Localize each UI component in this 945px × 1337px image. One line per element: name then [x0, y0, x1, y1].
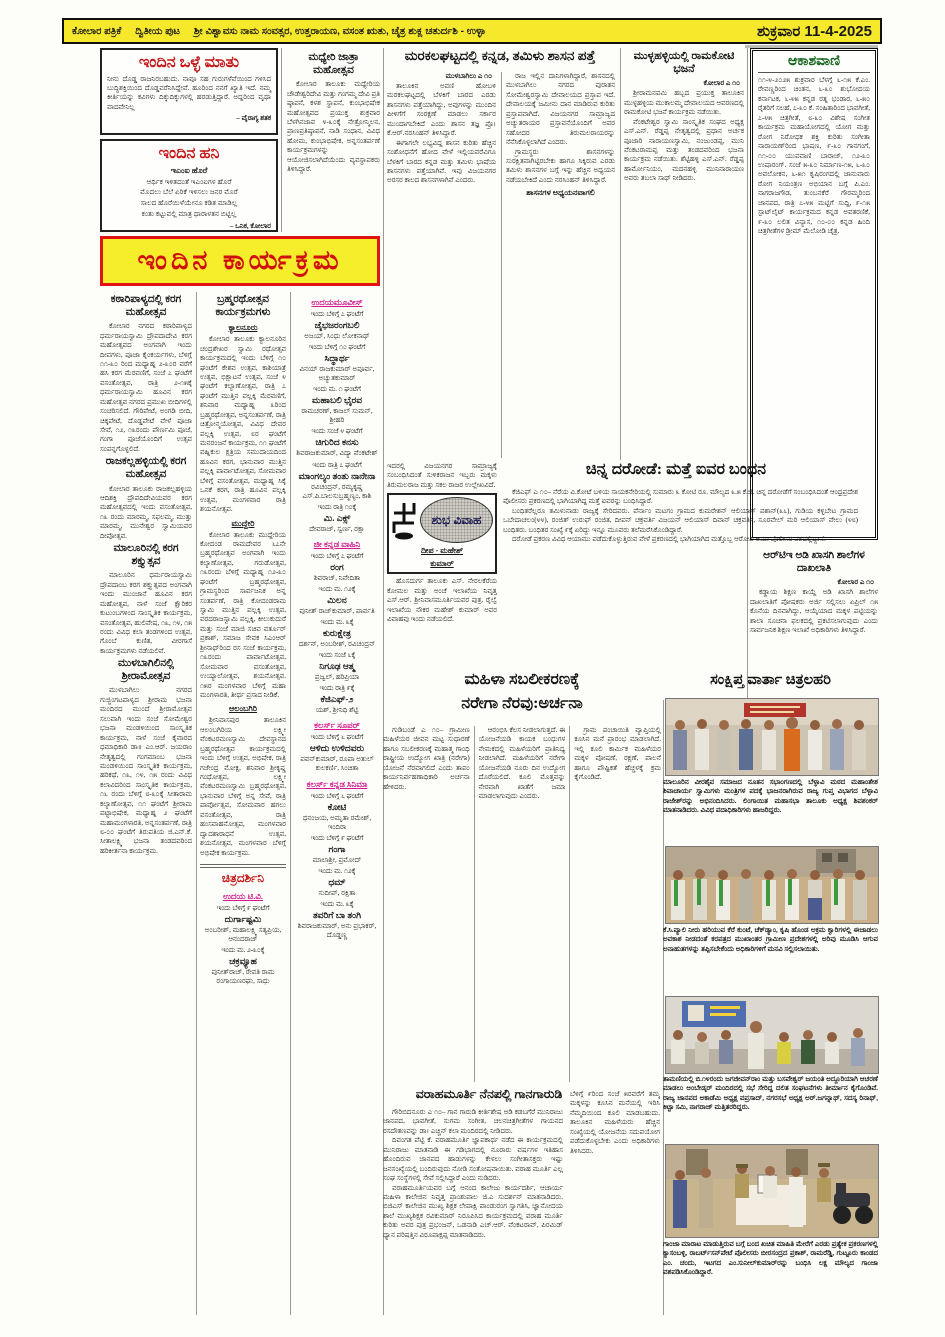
program-title: ಮುಳಬಾಗಿಲಿನಲ್ಲಿ ಶ್ರೀರಾಮೋತ್ಸವ — [117, 658, 175, 682]
programs-col2 — [200, 292, 286, 1315]
photo-caption: ತಾಮಣಿಯಲ್ಲಿ ಬಿ.೧೪ರಂದು ಜಗಜೀವನ್‌ರಾಂ ಮತ್ತು ಬಸವೇಶ್ವರ್ ಜಯಂತಿ ಅದ್ದೂರಿಯಾಗಿ ಆಚರಣೆ ಮಾಡಲು ಅಂಬೇಡ್ಕರ್ ಮಂದಿರದಲ್ಲಿ ಸಭೆ ಸೇರಿದ್ದ ದಲಿತ ಸಂಘಟನೆಗಳು ತೀರ್ಮಾನ ಕೈಗೊಂಡಿವೆ. ರಾಜ್ಯ ಜಾನಪದ ಅಕಾಡೆಮಿ ಅಧ್ಯಕ್ಷ ವಪ್ರಸಾದ್, ನಗರಸಭೆ ಅಧ್ಯಕ್ಷ ಅರ್.ಜಗನ್ನಾಥ್, ಸದಸ್ಯ ರಿನಾಥ್, ಕಿಟ್ಟಾ ಸಮಿ, ನಾಗರಾಜ್ ಮತ್ತಿತರರಿದ್ದರು. — [663, 1075, 878, 1112]
inscription-body — [387, 72, 615, 458]
movie-title: ದುರ್ಗಾಷ್ಟಮಿ — [224, 913, 262, 924]
photo-section-title: ಸಂಕ್ಷಿಪ್ತ ವಾರ್ತಾ ಚಿತ್ರಲಹರಿ — [710, 672, 831, 688]
program-body: ಕೋಲಾರ ತಾಲೂಕು ಕ್ಯಾಲನೂರಿನ ಚಂದ್ರಶೇಖರ ಸ್ವಾಮಿ ರಥೋತ್ಸವ ಕಾರ್ಯಕ್ರಮದಲ್ಲಿ ಇಂದು ಬೆಳಿಗ್ಗೆ ೧೦ ಘಂಟೆಗೆ ಕೇಶವ ಉತ್ಸವ, ಕಾಶಿಯಾತ್ರೆ ಉತ್ಸವ, ಭಿಕ್ಷಾಟನೆ ಉತ್ಸವ, ಸಂಜೆ ೪ ಘಂಟೆಗೆ ಕಲ್ಯಾಣೋತ್ಸವ, ರಾತ್ರಿ ೭ ಘಂಟೆಗೆ ಮುತ್ತಿನ ಪಲ್ಲಕ್ಕಿ ಮೆರವಣಿಗೆ, ಶನಿವಾರ ಮಧ್ಯಾಹ್ನ ೩ರಿಂದ ಬ್ರಹ್ಮರಥೋತ್ಸವ, ಅನ್ನಸಂತರ್ಪಣೆ, ರಾತ್ರಿ ಚಿತ್ರೋನ್ಮಯೋತ್ಸವ, ವಿವಿಧ ದೇವರ ಪಲ್ಲಕ್ಕಿ ಉತ್ಸವ, ೮ರ ಘಂಟೆಗೆ ಮನರಂಜನೆ ಕಾರ್ಯಕ್ರಮ, ೧೧ ಘಂಟೆಗೆ ವಹ್ನಿಕುಲ ಕ್ಷತ್ರಿಯ ಸಮುದಾಯದಿಂದ ಹೂವಿನ ಕರಗ, ಭಾನುವಾರ ಮುತ್ತಿನ ಪಲ್ಲಕ್ಕಿ ಪಾರ್ವಾಟೋತ್ಸವ, ಸೋಮವಾರ ಬೆಳಿಗ್ಗೆ ವಸಂತೋತ್ಸವ, ಮಧ್ಯಾಹ್ನ ಸಿಕ್ಕೆ ಒನಕೆ ಕರಗ, ರಾತ್ರಿ ಹೂವಿನ ಪಲ್ಲಕ್ಕಿ ಉತ್ಸವ, ಮಂಗಳವಾರ ರಾತ್ರಿ ಶಯನೋತ್ಸವ. — [200, 335, 286, 514]
show-time: ಇಂದು ಬೆಳಿಗ್ಗೆ ೯ ಘಂಟೆಗೆ — [310, 834, 364, 842]
channel-name: ಉದಯ ಟಿ.ವಿ. — [223, 890, 263, 901]
inscription-subhead: ಶಾಸನಗಳ ಅಧ್ಯಯನವಾಗಲಿ — [526, 188, 595, 198]
varaha-body — [383, 1108, 563, 1314]
show-time: ಇಂದು ಸಂಜೆ ೬ಕ್ಕೆ — [318, 652, 356, 660]
place-subhead: ಮುದ್ದೇರಿ — [231, 518, 255, 528]
photo-meeting — [665, 996, 879, 1074]
gold-body — [503, 488, 858, 664]
movie-title: ಮಹಾಬಲಿ ಭೈರವ — [311, 395, 363, 406]
movie-cast: ಪವನ್‌ಕುಮಾರ್, ರೂಪಾ ಅತುಲ್ ಕುಲಕರ್ಣಿ, ಸಿಂಚಿತಾ — [300, 755, 374, 773]
movie-cast: ಮಾಲಾಶ್ರೀ, ಪ್ರಮೋದ್ — [312, 855, 362, 864]
madhyeri-body: ಕೋಲಾರ ತಾಲೂಕು ಮಧ್ಯೇರಿಯ ಚೌಡೇಶ್ವರಿದೇವಿ ಮತ್ತು ಗಂಗಮ್ಮ ದೇವಿ ಪ್ರತಿ ಷ್ಠಾಪನೆ, ಕಳಶ ಸ್ಥಾಪನೆ, ಕುಂಭಾಭಿಷೇಕ ಮಹೋತ್ಸವದ ಪ್ರಯುಕ್ತ ಶುಕ್ರವಾರ ಬೆಳಗಿನಜಾವ ೪-೩೦ಕ್ಕೆ ನೇತ್ರೋನ್ಮಿಲನ, ಪ್ರಾಣಪ್ರತಿಷ್ಠಾಪನೆ, ನಾಡಿ ಸಂಧಾನ, ವಿವಿಧ ಹೋಮ, ಕುಂಭಾಭಿಷೇಕ, ಅನ್ನಸಂತರ್ಪಣೆ ಕಾರ್ಯಕ್ರಮಗಳನ್ನು ಆಯೋಜಿಸಲಾಗಿದೆಯೆಂದು ವ್ಯವಸ್ಥಾಪಕರು ತಿಳಿಸಿದ್ದಾರೆ. — [287, 80, 380, 174]
movie-title: ಆಳಿದು ಉಳಿದವರು — [309, 743, 365, 754]
movie-cast: ಶಿವರಾಜಕುಮಾರ್, ವಿದ್ಯಾ ವೆಂಕಟೇಶ್ — [296, 449, 378, 458]
paragraph: ವರಾಹಮೂರ್ತಿಯವರ ಬಗ್ಗೆ ಆನಂದ ಕಾಲೇಜು ಕಾರ್ಯದರ್ಶಿ, ಆಚಾರ್ಯ ಮಹಿಳಾ ಕಾಲೇಜಿನ ನಿವೃತ್ತ ಪ್ರಾಂಶುಪಾಲ ಜಿ.ಎ ಸುದರ್ಶನ್ ಮಾತನಾಡಿದರು. ಬಿಜಿಎಸ್ ಕಾಲೇಜಿನ ಮುಖ್ಯ ಶಿಕ್ಷಕ ಲೇಪಾಕ್ಷಿ ಪಾಂಡುರಂಗ ಸ್ವಾಗತಿಸಿ, ಜ್ಞಾನೋದಯ ಶಾಲೆ ಮುಖ್ಯಶಿಕ್ಷಕ ರವಿಕುಮಾರ್ ನಿರೂಪಿಸಿದ ಕಾರ್ಯಕ್ರಮದಲ್ಲಿ ವರಾಹ ಮೂರ್ತಿ ಕುರಿತು ಅವರ ಪುತ್ರ ಪ್ರಭಂಜನ್, ಒಡನಾಡಿ ಎಚ್.ಆರ್. ವೆಂಕಟರಾವ್, ಪಿರಮಿಡ್ ಧ್ಯಾನ ಪರಿಷತ್ತಿನ ವಿರೂಪಾಕ್ಷಪ್ಪ ಮಾತನಾಡಿದರು. — [383, 1183, 563, 1239]
paper-name: ಕೋಲಾರ ಪತ್ರಿಕೆ — [72, 25, 122, 37]
madhyeri-article — [287, 50, 380, 232]
paragraph: ಗ್ರಾಮ ಪಂಚಾಯಿತಿ ವ್ಯಾಪ್ತಿಯಲ್ಲಿ ಕೂಸಿನ ಮನೆ ಪ್ರಾರಂಭ ಮಾಡಲಾಗಿದೆ. ಇಲ್ಲಿ ಕೂಲಿ ಕಾರ್ಮಿಕ ಮಹಿಳೆಯರ ಮಕ್ಕಳ ಪೋಷಣೆ, ರಕ್ಷಣೆ, ಪಾಲನೆ ಹಾಗೂ ಪೌಷ್ಟಿಕತೆ ಹೆಚ್ಚಳಕ್ಕೆ ಕ್ರಮ ಕೈಗೊಂಡಿದೆ. — [574, 726, 661, 782]
photo-felicitation — [665, 698, 879, 776]
couple-names: ಕುಮಾರ್ — [430, 559, 454, 569]
movie-cast: ಪುನೀತ್ ರಾಜ್‌ಕುಮಾರ್, ಪಾರ್ವತಿ — [299, 606, 375, 615]
movie-title: ಮಾಂಗಲ್ಯಂ ತಂತು ನಾನೇನಾ — [298, 470, 376, 481]
rte-headline: ಆರ್‌ಟಿಇ ಅಡಿ ಖಾಸಗಿ ಶಾಲೆಗಳ ದಾಖಲಾತಿ — [763, 550, 865, 574]
dateline: ಕೋಲಾರ ಎ ೧೦ — [703, 79, 740, 88]
program-body: ಮುಳಬಾಗಿಲು ನಗರದ ಗುಜ್ಜಿಂಗಟಪಾಳ್ಯದ ಶ್ರೀರಾಮ ಭಜನಾ ಮಂದಿರದ ಮುಂದೆ ಶ್ರೀರಾಮೋತ್ಸವ ಸಲುವಾಗಿ ಇಂದು ಸಂಜೆ ಸೋಮೇಶ್ವರ ಭಜನಾ ಮಂಡಳಿಯಿಂದ ಸಾಂಸ್ಕೃತಿಕ ಕಾರ್ಯಕ್ರಮ, ನಾಳೆ ಸಂಜೆ ಕೈವಾರದ ಧಮಾಧಿಕಾರಿ ಡಾ॥ ಎಂ.ಆರ್. ಜಯರಾಂ ನೇತೃತ್ವದಲ್ಲಿ ಗಂಗಮಾಂಬ ಭಜನಾ ಮಂಡಳಿಯಿಂದ ಸಾಂಸ್ಕೃತಿಕ ಕಾರ್ಯಕ್ರಮ, ಹರಿಕಥೆ, ೧೩, ೧೪, ೧೫ ರಂದು ವಿವಿಧ ಕಲಾವಿದರಿಂದ ಸಾಂಸ್ಕೃತಿಕ ಕಾರ್ಯಕ್ರಮ, ೧೬ ರಂದು ಬೆಳಿಗ್ಗೆ ೮-೩೦ಕ್ಕೆ ಸೀತಾರಾಮ ಕಲ್ಯಾಣೋತ್ಸವ, ೧೧ ಘಂಟೆಗೆ ಶ್ರೀರಾಮ ಪಟ್ಟಾಭಿಷೇಕ, ಮಧ್ಯಾಹ್ನ ೨ ಘಂಟೆಗೆ ಮಹಾಮಂಗಳಾರತಿ, ಅನ್ನಸಂತರ್ಪಣೆ, ರಾತ್ರಿ ೮-೦೦ ಘಂಟೆಗೆ ತಿರುಪತಿಯ ಜಿ.ಎನ್.ಕೆ. ಸೀತಾಲಕ್ಷ್ಮಿ ಭಜನಾ ತಂಡದವರಿಂದ ಹರಿಕೀರ್ತನಾ ಕಾರ್ಯಕ್ರಮ. — [100, 686, 192, 855]
channel-name: ಕಲರ್ಸ್ ಕನ್ನಡ ಸಿನಿಮಾ — [306, 778, 368, 789]
movie-title: ಕುರುಕ್ಷೇತ್ರ — [322, 628, 352, 639]
hani-title: ಇಂದಿನ ಹನಿ — [158, 145, 220, 162]
show-time: ಇಂದು ರಾತ್ರಿ ೯ಕ್ಕೆ — [319, 685, 355, 693]
madhyeri-title: ಮಧ್ಯೇರಿ ಜಾತ್ರಾ ಮಹೋತ್ಸವ — [308, 52, 359, 76]
mahila-headline-line2: ನರೇಗಾ ನೆರವು:ಅರ್ಚನಾ — [461, 695, 583, 712]
gold-headline: ಚಿನ್ನ ದರೋಡೆ: ಮತ್ತೆ ಐವರ ಬಂಧನ — [585, 461, 767, 478]
paragraph: ತಾಲೂಕಿನ ಅವಣಿ ಹೋಬಳಿ ಮರಕಲಘಟ್ಟದಲ್ಲಿ ಬೆಳಕಿಗೆ ಬಾರದ ಎರಡು ಶಾಸನಗಳು ಪತ್ತೆಯಾಗಿದ್ದು, ಅವುಗಳನ್ನು ಮುಂದಿನ ಪೀಳಿಗೆಗೆ ಸಂರಕ್ಷಣೆ ಮಾಡಲು ಸರ್ಕಾರ ಮುಂದಾಗಬೇಕಿದೆ ಎಂದು ಶಾಸನ ತಜ್ಞ ಪ್ರೊ। ಕೆ.ಆರ್.ನರಸಿಂಹನ್ ತಿಳಿಸಿದ್ದಾರೆ. — [387, 82, 496, 138]
hani-box — [100, 139, 278, 232]
program-title: ಮಾಲೂರಿನಲ್ಲಿ ಕರಗ ಶಕ್ತ್ಯುತ್ಸವ — [113, 543, 179, 567]
chitradarshini-section — [200, 864, 286, 986]
swastika-lamp-icon — [391, 500, 417, 540]
movie-title: ಮಿಲನ — [327, 594, 347, 605]
good-word-body: ನೀನು ದೊಡ್ಡ ರಾಜನಿರಬಹುದು. ನಾವೂ ಸಹ ಗುರುಗಳೆವೆಯಿಂದ ಗಳಿಸಿದ ಬುದ್ಧಿಶಕ್ತಿಯಿಂದ ದೊಡ್ಡವರೆನಿಸಿದ್ದೇವೆ. ಹೂರಿಂದ ನನಗೆ ಖ್ಯಾತಿ ಇದೆ. ನಮ್ಮ ಕೀರ್ತಿಯನ್ನು ಕವಿಗಳು ದಿಕ್ಕುದಿಕ್ಕುಗಳಲ್ಲಿ ಹರಡುತ್ತಿದ್ದಾರೆ. ಅದ್ದರಿಂದ ವೃಥಾ ವಾದವೇನಿಲ್ಲ — [107, 74, 271, 111]
wedding-ad — [387, 493, 497, 574]
movie-cast: ದೇವರಾಜ್, ಸ್ವರ್ಣ, ರಕ್ಷಾ — [309, 524, 365, 533]
programs-banner-text: ಇಂದಿನ ಕಾರ್ಯಕ್ರಮ — [137, 245, 343, 275]
show-time: ಇಂದು ಮ. ೨-೩೦ಕ್ಕೆ — [221, 947, 265, 955]
good-word-title: ಇಂದಿನ ಒಳ್ಳೆ ಮಾತು — [138, 54, 240, 71]
tv-listings-col — [294, 292, 380, 1315]
photo-farmers — [665, 846, 879, 924]
wedding-ad-body: ಹೊಸದುರ್ಗ ತಾಲೂಕು ಎಸ್. ನೇರಲಕೆರೆಯ ಕೋಮಲ ಮತ್ತು ಅಂಚೆ ಇಲಾಖೆಯ ನಿವೃತ್ತ ಎಸ್.ಆರ್. ಶ್ರೀನಿವಾಸಮೂರ್ತಿಯವರ ಪುತ್ರ, ರೈಲ್ವೆ ಇಲಾಖೆಯ ನೌಕರ ಮಹೇಶ್ ಕುಮಾರ್ ಅವರ ವಿವಾಹವು ಇಂದು ನಡೆಯಲಿದೆ. — [387, 577, 497, 624]
column-rule — [620, 48, 621, 460]
movie-title: ಜೈಭಜರಂಗಬಲಿ — [314, 320, 360, 330]
paragraph: ಕಡ್ಡಾಯ ಶಿಕ್ಷಣ ಕಾಯ್ದೆ ಅಡಿ ಖಾಸಗಿ ಶಾಲೆಗಳ ದಾಖಲಾತಿಗೆ ಪೋಷಕರು ಅರ್ಜಿ ಸಲ್ಲಿಸಲು ಏಪ್ರಿಲ್ ೧೫ ಕೊನೆಯ ದಿನವಾಗಿದ್ದು, ಆಯ್ಕೆಯಾದ ಮಕ್ಕಳ ಪಟ್ಟಿಯನ್ನು ಶಾಲಾ ಸೂಚನಾ ಫಲಕದಲ್ಲಿ ಪ್ರಕಟಿಸಲಾಗುವುದು ಎಂದು ಸಾರ್ವಜನಿಕ ಶಿಕ್ಷಣ ಇಲಾಖೆ ಅಧಿಕಾರಿಗಳು ತಿಳಿಸಿದ್ದಾರೆ. — [750, 588, 878, 634]
program-body: ಕೋಲಾರ ತಾಲೂಕು ರಾಜಕಲ್ಲಹಳ್ಳಿಯ ಆದಿಶಕ್ತಿ ದ್ರೌಪದಿದೇವಿಯವರ ಕರಗ ಮಹೋತ್ಸವದಲ್ಲಿ ಇಂದು ವಸಂತೋತ್ಸವ, ೧೩ ರಂದು ಮಾರಮ್ಮ, ಸಫಲಮ್ಮ, ಮುತ್ತು ಮಾರಮ್ಮ, ಮುನೇಶ್ವರ ಸ್ವಾಮಿಯವರ ದೀಪೋತ್ಸವ. — [100, 484, 192, 540]
channel-name: ಉದಯಮೂವೀಸ್ — [311, 297, 363, 307]
movie-title: ಕೋಟಿ — [327, 801, 347, 812]
movie-title: ನಿಗೂಢ ಆತ್ಮ — [319, 661, 355, 672]
page-label: ದ್ವಿತೀಯ ಪುಟ — [135, 25, 180, 37]
show-time: ಇಂದು ಬೆಳಿಗ್ಗೆ ೧೦ ಘಂಟೆಗೆ — [308, 344, 366, 352]
place-subhead: ಕ್ಯಾಲನೂರು — [228, 323, 258, 333]
movie-title: ರಂಗ — [330, 561, 344, 572]
movie-title: ಧಮ್ — [328, 876, 346, 887]
movie-title: ತವರಿಗೆ ಬಾ ತಂಗಿ — [312, 909, 362, 920]
hani-subtitle: ಇಎಂಐ ಹೊರೆ — [170, 165, 208, 175]
movie-title: ಮಿ. ಎಕ್ಸ್ — [323, 512, 351, 523]
movie-cast: ರಾಮಚರಣ್, ಕಾಜಲ್ ಸುಮನ್, ಶ್ರೀಹರಿ — [301, 407, 373, 425]
mullahalli-article — [624, 48, 744, 458]
movie-cast: ಸುದೀಪ್, ರಕ್ಷಿತಾ — [318, 888, 356, 897]
dateline: ಮುಳಬಾಗಿಲು ಎ ೧೦ — [445, 72, 492, 80]
show-time: ಇಂದು ಮ. ೩ಕ್ಕೆ — [320, 900, 354, 908]
shubha-vivaha-oval — [420, 497, 493, 543]
column-rule — [281, 48, 282, 232]
movie-cast: ವಿನಯ್ ರಾಜಕುಮಾರ್ ಅಪೂರ್ವ, ಅಚ್ಯುತಕುಮಾರ್ — [299, 365, 375, 383]
column-rule — [290, 292, 291, 1315]
show-time: ಇಂದು ಮ. ೩ಕ್ಕೆ — [320, 619, 354, 627]
paragraph: ಗ್ರಾಮಸ್ಥರು ಶಾಸನಗಳನ್ನು ಸುರಕ್ಷಿತವಾಗಿಟ್ಟಿರಬೇಕು ಹಾಗೂ ಸಿಕ್ಕಿರುವ ಎರಡು ತಮಿಳು ಶಾಸನಗಳ ಬಗ್ಗೆ ಇನ್ನು ಹೆಚ್ಚಿನ ಅಧ್ಯಯನ ನಡೆಯಬೇಕಿದೆ ಎಂದು ನರಸಿಂಹನ್ ತಿಳಿಸಿದ್ದಾರೆ. — [506, 147, 615, 184]
mahila-continuation — [570, 1090, 660, 1314]
paragraph: ರಾಜ ಇಲ್ಲಿನ ದಾನಿಗಳಾಗಿದ್ದಾರೆ, ಶಾಸನದಲ್ಲಿ ಮುಳಬಾಗಿಲು ನಗರದ ಪುರಾತನ ಸೋಮೇಶ್ವರಸ್ವಾಮಿ ದೇವಾಲಯದ ಪ್ರಸ್ತಾಪ ಇದೆ. ದೇವಾಲಯಕ್ಕೆ ಜಮೀನು ದಾನ ಮಾಡಿರುವ ಕುರಿತು ಪ್ರಸ್ತಾಪವಾಗಿದೆ. ವಿಜಯನಗರ ಸಾಮ್ರಾಜ್ಯದ ಅಚ್ಯುತರಾಯರ ಪ್ರಸ್ತಾವನೆಯೊಂದಿಗೆ ಅವರ ಸಹೋದರ ತಿರುಮಲರಾಯರನ್ನು ನೆನೆಸಿಕೊಳ್ಳಲಾಗಿದೆ ಎಂದರು. — [506, 72, 615, 147]
paragraph: ಶ್ರೀರಾಮನವಮಿ ಹಬ್ಬದ ಪ್ರಯುಕ್ತ ತಾಲೂಕಿನ ಮುಳ್ಳಹಳ್ಳಿಯ ಮುಕಾಲಮ್ಮ ದೇವಾಲಯದ ಆವರಣದಲ್ಲಿ ರಾಮಕೋಟಿ ಭಜನೆ ಕಾರ್ಯಕ್ರಮ ನಡೆಯಿತು. — [624, 89, 744, 117]
paragraph: ಬೆಳಿಗ್ಗೆ ೯ರಿಂದ ಸಂಜೆ ೫ರವರೆಗೆ ತಮ್ಮ ಮಕ್ಕಳನ್ನು ಕೂಸಿನ ಮನೆಯಲ್ಲಿ ಇರಿಸಿ ನೆಮ್ಮದಿಯಿಂದ ಕೂಲಿ ಮಾಡಬಹುದು. ತಾಲೂಕಿನ ಮಹಿಳೆಯರು ಹೆಚ್ಚಿನ ಸಂಖ್ಯೆಯಲ್ಲಿ ಯೋಜನೆಯ ಸದುಪಯೋಗ ಪಡೆದುಕೊಳ್ಳಬೇಕು ಎಂದು ಅಧಿಕಾರಿಗಳು ತಿಳಿಸಿದರು. — [570, 1090, 660, 1155]
paragraph: ಕೆಜಿಎಫ್ ಎ ೧೦– ನೆರೆಯ ವಿ.ಕೋಟೆ ಬಳಿಯ ಸಾಯಕನೇರಿಯಲ್ಲಿ ಸುಮಾರು ೩ ಕೋಟಿ ರೂ. ಮೌಲ್ಯದ ೩.೫ ಕೆ.ಜಿ. ಚಿನ್ನ ದರೋಡೆಗೆ ಸಂಬಂಧಿಸಿದಂತೆ ಆಂಧ್ರಪ್ರದೇಶ ಪೊಲೀಸರು ಪ್ರಕರಣದಲ್ಲಿ ಭಾಗಿಯಾಗಿದ್ದ ಮತ್ತೆ ಐವರನ್ನು ಬಂಧಿಸಿದ್ದಾರೆ. — [503, 488, 858, 506]
movie-cast: ಅಜಯ್, ಸಿಂಧು ಲೋಕನಾಥ್ — [304, 332, 370, 340]
mahila-headline-line1: ಮಹಿಳಾ ಸಬಲೀಕರಣಕ್ಕೆ — [464, 671, 580, 688]
mullahalli-headline: ಮುಳ್ಳಹಳ್ಳಿಯಲ್ಲಿ ರಾಮಕೋಟಿ ಭಜನೆ — [633, 50, 735, 76]
paragraph: ದರೋಡೆ ಪ್ರಕರಣ ವಿವಿಧ ಆಯಾಮು ಪಡೆದುಕೊಳ್ಳುತ್ತಿರುವ ವೇಳೆ ಪ್ರಕರಣದಲ್ಲಿ ಭಾಗಿಯಾಗಿದ ಮತ್ತೊಬ್ಬ ಆರೋಪಿ ಅಮು ಪೊಲೀಸರ ವಶದಲ್ಲಿದ್ದಾನೆ. — [512, 535, 826, 544]
hani-line: ಕಂತು ಕಟ್ಟುವಲ್ಲಿ ಮಾತ್ರ ಧಾರಾಳತನ ಬಿಟ್ಟಿಲ್ಲ — [141, 209, 237, 218]
hani-line: ಸಾಲದ ಹೊರೆಯಿಳೆಯೇನೂ ಕಡಿತ ಮಾಡಿಲ್ಲ — [140, 199, 238, 208]
movie-cast: ರವಿಚಂದ್ರನ್, ರಮ್ಯಕೃಷ್ಣ ಎಸ್.ಪಿ.ಬಾಲಸುಬ್ರಹ್ಮಣ್ಯಂ, ಕಾಶಿ — [302, 482, 372, 500]
hani-line: ಮೊದಲು ಬೆಲೆ ಏರಿಕೆ ಇಳಿಸಲು ಜನರ ಮೊರೆ — [140, 188, 238, 197]
paragraph: ವೆಂಕಟೇಶ್ವರ ಸ್ವಾಮಿ ಸಾಂಸ್ಕೃತಿಕ ಸಂಘದ ಅಧ್ಯಕ್ಷ ಎಸ್.ಎನ್. ರೆಡ್ಡಪ್ಪ ನೇತೃತ್ವದಲ್ಲಿ ಪ್ರಧಾನ ಅರ್ಚಕ ಪೂಜಾರಿ ನಾರಾಯಣಸ್ವಾಮಿ, ನಂಜುಂಡಪ್ಪ, ಮುನಿ ವೆಂಕಟರಾಮಪ್ಪ ಮತ್ತು ತಂಡದವರಿಂದ ಭಜನಾ ಕಾರ್ಯಕ್ರಮ ನಡೆಯಿತು. ಶೆಟ್ಟಿಹಳ್ಳಿ ಎಸ್.ಎನ್. ರೆಡ್ಡಪ್ಪ ಹಾರ್ಮೋನಿಯಂ, ಮದನಹಳ್ಳಿ ಮುನಿನಾರಾಯಣ ಅವರು ತಬಲಾ ಸಾಥ್ ನೀಡಿದರು. — [624, 117, 744, 183]
paragraph: ಆರಂಭಿಸಿ ಕೆಲಸ ನೀಡಲಾಗುತ್ತದೆ. ಈ ಯೋಜನೆಯಡಿ ಕಾಯಕ ಬಂಧುಗಳ ನೇಮಕದಲ್ಲಿ ಮಹಿಳೆಯರಿಗೆ ಪ್ರಾತಿನಿಧ್ಯ ನೀಡಲಾಗಿದೆ. ಮಹಿಳೆಯರಿಗೆ ನರೇಗಾ ಯೋಜನೆಯಡಿ ನೂರು ದಿನ ಉದ್ಯೋಗ ದೊರೆಯಲಿದೆ. ಕೂಲಿ ಮೊತ್ತವನ್ನು ನೇರವಾಗಿ ಖಾತೆಗೆ ಜಮಾ ಮಾಡಲಾಗುವುದು ಎಂದರು. — [478, 726, 566, 801]
mahila-body — [383, 726, 661, 1082]
couple-names: ದೀಪ - ಮಹೇಶ್ — [420, 546, 463, 556]
good-word-source: – ವೈರಾಗ್ಯ ಶತಕ — [236, 114, 271, 123]
almanac-line: ಶ್ರೀ ವಿಶ್ವಾವಸು ನಾಮ ಸಂವತ್ಸರ, ಉತ್ತರಾಯಣ, ವಸಂತ ಋತು, ಚೈತ್ರ ಶುಕ್ಲ ಚತುರ್ದಶಿ - ಉಳ್ಳಾ — [193, 25, 486, 37]
show-time: ಇಂದು ಮ. ೧೨ಕ್ಕೆ — [318, 585, 356, 593]
program-body: ಕೋಲಾರ ನಗರದ ಕಠಾರಿಪಾಳ್ಯದ ಧರ್ಮರಾಯಸ್ವಾಮಿ ದ್ರೌಪದಾದೇವಿ ಕರಗ ಮಹೋತ್ಸವದ ಅಂಗವಾಗಿ ಇಂದು ದೀಪಗಳು, ಪೂಜಾ ಕೈಂಕರ್ಯಗಳು, ಬೆಳಿಗ್ಗೆ ೧೧-೩೦ ರಿಂದ ಮಧ್ಯಾಹ್ನ ೨-೩೦ರ ವರೆಗೆ ಹಸಿ ಕರಗ ಮೆರವಣಿಗೆ, ಸಂಜೆ ೭ ಘಂಟೆಗೆ ವಸಂತೋತ್ಸವ, ರಾತ್ರಿ ೨-೧೫ಕ್ಕೆ ಧರ್ಮರಾಯಸ್ವಾಮಿ ಹೂವಿನ ಕರಗ ಮಹೋತ್ಸವ ನಗರದ ಪ್ರಮುಖ ಬೀದಿಗಳಲ್ಲಿ ಸಂಚರಿಸಲಿದೆ. ಗೌರಿಪೇಟೆ, ಅಂಗಡಿ ಬೀದಿ, ಚಿಕ್ಕಪೇಟೆ, ದೊಡ್ಡಪೇಟೆ ವೇಳೆ ಪೂಜಾ ಸೇವೆ, ೧೨, ೧೩ರಂದು ಪೌರ್ಣಮಿ ಪೂಜೆ, ಗಂಗಾ ಪೂಜೆಯೊಂದಿಗೆ ಉತ್ಸವ ಸಂಪನ್ನಗೊಳ್ಳಲಿದೆ. — [100, 322, 192, 453]
movie-cast: ಪುನೀತ್‌ರಾಜ್, ರೇವತಿ ರಾಮ ರಂಗಾಯಣರಘು, ಸಾಧು — [211, 968, 275, 986]
date-label: ಶುಕ್ರವಾರ 11-4-2025 — [757, 22, 872, 40]
show-time: ಇಂದು ಮ. ೧೨ಕ್ಕೆ — [318, 867, 356, 875]
movie-title: ಚಕ್ರವ್ಯೂಹ — [229, 956, 257, 967]
movie-cast: ಪ್ರಜ್ವಲ್, ಹರಿಪ್ರಿಯಾ — [314, 673, 360, 682]
program-title: ರಾಜಕಲ್ಲಹಳ್ಳಿಯಲ್ಲಿ ಕರಗ ಮಹೋತ್ಸವ — [105, 456, 187, 480]
wedding-ad-title: ಶುಭ ವಿವಾಹ — [431, 513, 482, 528]
show-time: ಇಂದು ಮ. ೧ ಘಂಟೆಗೆ — [313, 386, 361, 394]
inscription-headline: ಮರಕಲಘಟ್ಟದಲ್ಲಿ ಕನ್ನಡ, ತಮಿಳು ಶಾಸನ ಪತ್ತೆ — [404, 48, 596, 63]
sub-column — [387, 462, 497, 666]
show-time: ಇಂದು ರಾತ್ರಿ ೧೦ಕ್ಕೆ — [317, 503, 357, 511]
show-time: ಇಂದು ಬೆಳಿಗ್ಗೆ ೭ ಘಂಟೆಗೆ — [310, 552, 364, 560]
program-title: ಕಠಾರಿಪಾಳ್ಯದಲ್ಲಿ ಕರಗ ಮಹೋತ್ಸವ — [110, 294, 182, 318]
varaha-headline: ವರಾಹಮೂರ್ತಿ ನೆನಪಲ್ಲಿ ಗಾನಗಾರುಡಿ — [415, 1087, 563, 1101]
programs-banner — [100, 236, 380, 286]
photo-caption: ಕೆ.ಸಿ.ವ್ಯಾಲಿ ನೀರು ಹರಿಯುವ ಕೆರೆ ಕುಂಟೆ, ಚೆಕ್‌ಡ್ಯಾಂ, ಕೃಷಿ ಹೊಂಡ ಅಕ್ರಮ ಕ್ವಾರಿಗಳಲ್ಲಿ ಈಜಾಡಲು ಅವಕಾಶ ನೀಡದಂತೆ ಕರಪತ್ರದ ಮುಖಾಂತರ ಗ್ರಾಮೀಣ ಪ್ರದೇಶಗಳಲ್ಲಿ ಅರಿವು ಮೂಡಿಸಿ ಆಗುವ ಅನಾಹುತಗಳನ್ನು ತಪ್ಪಿಸಬೇಕೆಂದು ಅಧಿಕಾರಿಗಳಿಗೆ ಮನವಿ ಸಲ್ಲಿಸಲಾಯಿತು. — [663, 926, 878, 953]
movie-title: ಗಂಗಾ — [328, 843, 346, 854]
akashavani-title: ಆಕಾಶವಾಣಿ — [758, 54, 870, 73]
photo-ganja-seizure — [665, 1144, 879, 1238]
show-time: ಇಂದು ಬೆಳಿಗ್ಗೆ ೬ ಘಂಟೆಗೆ — [310, 792, 364, 800]
movie-cast: ಶಿವರಾಜ್, ನಿವೇದಿತಾ — [313, 573, 361, 582]
movie-title: ಸಿದ್ಧಾರ್ಥ — [324, 353, 350, 364]
movie-cast: ಅಂಬರೀಶ್, ಮಹಾಲಕ್ಷ್ಮಿ ಸತ್ಯಪ್ರಿಯ, ಆನಂದರಾಜ್ — [204, 925, 282, 944]
masthead — [62, 18, 882, 44]
photo-caption: ಗಾಂಜಾ ಮಾರಾಟ ಮಾಡುತ್ತಿರುವ ಬಗ್ಗೆ ಬಂದ ಖಚಿತ ಮಾಹಿತಿ ಮೇರೆಗೆ ಎರಡು ಪ್ರತ್ಯೇಕ ಪ್ರಕರಣಗಳಲ್ಲಿ ಕ್ಯಾಸಂಬಳ್ಳಿ, ರಾಬರ್ಟ್‌ಸನ್‌ಪೇಟೆ ಪೊಲೀಸರು ಬೀರಸಂದ್ರದ ಪ್ರಕಾಶ್, ರಾಮರೆಡ್ಡಿ, ಗುಟ್ಟೂರು ಕಾಂಡದ ಎಂ. ಚಂದು, ಇಟಗದ ಎಂ.ಸುನೀಲ್‌ಕುಮಾರ್‌ರನ್ನು ಬಂಧಿಸಿ ಲಕ್ಷ ಮೌಲ್ಯದ ಗಾಂಜಾ ವಶಪಡಿಸಿಕೊಂಡಿದ್ದಾರೆ. — [663, 1240, 878, 1277]
show-time: ಇಂದು ಬೆಳಿಗ್ಗೆ ೭ ಘಂಟೆಗೆ — [310, 311, 364, 318]
movie-title: ಕೆಜಿಎಫ್-೨ — [320, 694, 354, 705]
program-body: ಶ್ರೀನಿವಾಸಪುರ ತಾಲೂಕಿನ ಆಲಂಬಗಿರಿಯ ಲಕ್ಷ್ಮೀ ವೆಂಕಟರಮಣಸ್ವಾಮಿ ದೇವಸ್ಥಾನದ ಬ್ರಹ್ಮರಥೋತ್ಸವ ಕಾರ್ಯಕ್ರಮದಲ್ಲಿ ಇಂದು ಬೆಳಿಗ್ಗೆ ಉತ್ಸವ, ಅಭಿಷೇಕ, ರಾತ್ರಿ ಗಜೇಂದ್ರ ಮೋಕ್ಷ, ಶನಿವಾರ ಶ್ರೀಕೃಷ್ಣ ಗಂಧೋತ್ಸವ, ಲಕ್ಷ್ಮೀ ವೆಂಕಟರಮಣಸ್ವಾಮಿ ಬ್ರಹ್ಮರಥೋತ್ಸವ, ಭಾನುವಾರ ಬೆಳಿಗ್ಗೆ ಅನ್ನ ಸೇವೆ, ರಾತ್ರಿ ಪಾರ್ವೋತ್ಸವ, ಸೋಮವಾರ ಹಗಲು ವಸಂತೋತ್ಸವ, ರಾತ್ರಿ ಹಂಸವಾಹನೋತ್ಸವ, ಮಂಗಳವಾರ ದ್ವಾದಶಾರಾಧನೆ ಉತ್ಸವ, ಶಯನೋತ್ಸವ, ಮಂಗಳವಾರ ಬೆಳಿಗ್ಗೆ ಅಭಿಷೇಕ ಕಾರ್ಯಕ್ರಮ. — [200, 716, 286, 857]
rathotsava-title: ಬ್ರಹ್ಮರಥೋತ್ಸವ ಕಾರ್ಯಕ್ರಮಗಳು — [215, 294, 271, 318]
paragraph: ಇದರಲ್ಲಿ ವಿಜಯನಗರ ಸಾಮ್ರಾಜ್ಯಕ್ಕೆ ಸಂಬಂಧಿಸಿದಂತೆ ಸುಳಿಕರಾಜನ ಇಬ್ಬರು ಮಕ್ಕಳು ತಿರುಮಲರಾಜ ಮತ್ತು ಸಕಲ ರಾಜರ ಉಲ್ಲೇಖವಿದೆ. — [387, 462, 497, 489]
column-rule — [196, 292, 197, 1315]
photo-caption: ಮಾಲೂರಿನ ವೀರಶೈವ ಸಮಾಜದ ನೂತನ ಸಭಾಂಗಣದಲ್ಲಿ ಬೆಳ್ಳಾವಿ ಮಠದ ಮಹಾಂತೇಶ ಶಿವಾಚಾರ್ಯ ಸ್ವಾಮಿಗಳು ಮಂತ್ರಿಗಳ ಪದಕ್ಕೆ ಭಾಜನರಾಗಿರುವ ರಾಜ್ಯ ಗುಪ್ತ ವಿಭಾಗದ ಬೆಳ್ಳಾವಿ ರಾಜೇಶ್‌ರನ್ನು ಅಭಿನಂದಿಸಿದರು. ಲಿಂಗಾಯಿತ ಮಹಾಸಭಾ ತಾಲೂಕು ಅಧ್ಯಕ್ಷ ಶಿವಶಂಕರ್ ಮಾತನಾಡಿದರು. ವಿವಿಧ ಪದಾಧಿಕಾರಿಗಳು ಹಾಜರಿದ್ದರು. — [663, 778, 878, 815]
show-time: ಇಂದು ಬೆಳಿಗ್ಗೆ ೬ ಘಂಟೆಗೆ — [310, 734, 364, 742]
place-subhead: ಆಲಂಬಗಿರಿ — [228, 704, 258, 714]
hani-line: ಆರ್ಥಿಕ ಇಳಿತದಂತೆ ಇಎಂಐಗಳ ಹೊರೆ — [146, 177, 232, 186]
hani-source: – ಒನಿಕ, ಕೋಲಾರ — [229, 221, 271, 230]
show-time: ಇಂದು ಸಂಜೆ ೪ ಘಂಟೆಗೆ — [311, 428, 363, 436]
movie-cast: ದರ್ಶನ್, ಅಂಬರೀಶ್, ರವಿಚಂದ್ರನ್ — [298, 640, 376, 649]
show-time: ಇಂದು ಬೆಳಿಗ್ಗೆ ೯ ಘಂಟೆಗೆ — [216, 904, 270, 912]
paragraph: ದಿವಂಗತ ಪೆಟ್ಟಿ ಕೆ. ವರಾಹಮೂರ್ತಿ ಜ್ಞಾಪಕಾರ್ಥ ನಡೆದ ಈ ಕಾರ್ಯಕ್ರಮದಲ್ಲಿ ಮುನಿರಾಜು ಮಾತನಾಡಿ ಈ ಗಡಿಭಾಗದಲ್ಲಿ ನೂರಾರು ವರ್ಷಗಳ ಇತಿಹಾಸ ಹೊಂದಿರುವ ಜಾನಪದ ಹಾಡುಗಳನ್ನು ಕೇಳಲು ಸಂಗೀತಾಸಕ್ತರು ಇಷ್ಟು ಜನಸಂಖ್ಯೆಯಲ್ಲಿ ಬಂದಿರುವುದು ನೋಡಿ ಸಂತೋಷವಾಯಿತು. ವರಾಹ ಮೂರ್ತಿ ಎಲ್ಲ ಸಂಘ ಸಂಸ್ಥೆಗಳಲ್ಲಿ ಸೇವೆ ಸಲ್ಲಿಸಿದ್ದಾರೆ ಎಂದು ನುಡಿದರು. — [383, 1136, 563, 1183]
akashavani-schedule: ೧೧-೪-೨೦೨೫ ಶುಕ್ರವಾರ ಬೆಳಗ್ಗೆ ೬-೧೫ ಕೆ.ಎಂ. ರೇವಣ್ಣರಿಂದ ಚಿಂತನ, ೬-೩೦ ಶುಭೋದಯ ಕರ್ನಾಟಕ, ೬-೪೫ ಕನ್ನಡ ರತ್ನ ಭಂಡಾರ, ೬-೫೦ ರೈತರಿಗೆ ಸಲಹೆ, ೭-೩೦ ಕೆ. ಸಂಹಿತಾರಿಂದ ಭಾವಗೀತೆ, ೭-೪೫ ಚಿತ್ರಗೀತೆ, ೮-೩೦ ವಿಶೇಷ ಸಂಗೀತ ಕಾರ್ಯಕ್ರಮ ಮಹಾಯೋಗದಲ್ಲಿ ಯೋಗ ಮತ್ತು ರೋಗ ನಿರೋಧಕ ಶಕ್ತಿ ಕುರಿತು ಸಂಗೀತಾ ನಾರಾಯಣ್‌ರಿಂದ ಭಾಷಣ, ೯-೩೦ ಗಾನಗಂಗೆ, ೧೧-೦೦ ಯುವವಾಣಿ ಬಾರಾಜ್, ೧೨-೩೦ ಉಷಾರಂಗ್. ಸಂಜೆ ೫-೩೦ ನಿರ್ಮಾಣ-೧೫, ೬-೩೦ ಅವಲೋಕನ, ೬-೫೧ ಕೃಷಿರಂಗದಲ್ಲಿ ಜಾನುವಾರು ರೋಗ ನಿಯಂತ್ರಣ ಅಭಿಯಾನ ಬಗ್ಗೆ ಪಿ.ಎಂ. ನಾಗರಾಜಗೌಡ, ತುಂಬನಕೆರೆ ಗೌರಮ್ಮರಿಂದ ಜಾನಪದ, ರಾತ್ರಿ ೭-೪೫ ಮಟ್ಟಿಗೆ ಸುದ್ದಿ, ೯-೧೫ ಸ್ಪಾಟ್‌ಲೈಟ್ ಕಾರ್ಯಕ್ರಮದ ಕನ್ನಡ ಅವತರಣಿಕೆ, ೯-೩೦ ಲಲಿತ ವಿನ್ಯಾಸ, ೧೦-೦೦ ಕನ್ನಡ ಹಿಂದಿ ಚಿತ್ರಗೀತೆಗಳ ಡ್ರೀಮ್ ಮೆಲೋಡಿ ಚೈತ್ರ. — [758, 76, 870, 235]
show-time: ಇಂದು ರಾತ್ರಿ ೭ ಘಂಟೆಗೆ — [312, 461, 362, 469]
paragraph: ಬಂಧಿತರೆಲ್ಲರೂ ತಮಿಳುನಾಡು ರಾಜ್ಯಕ್ಕೆ ಸೇರಿದವರು. ಪೆರ್ನಾಂ ಮಟಗಂ ಗ್ರಾಮದ ಕುಮರೇಶನ್ ಆಲಿಯಾಸ್ ಪಶಾನ್(೩೬), ಗುಡಿಯ ಕಳ್ಳಿಬೇಟ ಗ್ರಾಮದ ಒಬೇದಾಚಲಂ(೪೪), ರಂಜಿತ್ ಉರುಫ್ ರಂಜಿತ, ದೀಪನ್ ಚಕ್ರವರ್ತಿ ವಿಜಯನ್ ಆಲಿಯಾಸ್ ದಿವಾನ್ ಚಕ್ರವರ್ತಿ, ಸೂರವೇಲ್ ಮರಿ ಆಲಿಯಾಸ್ ವೇಲು (೪೮) ಬಂಧಿತರು. ಬಂಧಿತರ ಸಂಖ್ಯೆ ೯ಕ್ಕೆ ಏರಿದ್ದು ಇನ್ನೂ ಮೂವರು ತಲೆಮರೆಸಿಕೊಂಡಿದ್ದಾರೆ. — [503, 506, 858, 534]
programs-col1 — [100, 292, 192, 1315]
dateline: ಕೋಲಾರ ಎ ೧೦ — [837, 578, 874, 587]
movie-title: ಚಿಗುರಿದ ಕನಸು — [315, 437, 359, 448]
paragraph: ಗುಡಿಬಂಡೆ ಎ ೧೦– ಗ್ರಾಮೀಣ ಮಹಿಳೆಯರ ಜೀವನ ಮಟ್ಟ ಸುಧಾರಣೆ ಹಾಗೂ ಸಬಲೀಕರಣಕ್ಕೆ ಮಹಾತ್ಮ ಗಾಂಧಿ ರಾಷ್ಟ್ರೀಯ ಉದ್ಯೋಗ ಖಾತ್ರಿ (ನರೇಗಾ) ಯೋಜನೆ ನೆರವಾಗಲಿದೆ ಎಂದು ತಾಪಂ ಕಾರ್ಯನಿರ್ವಹಣಾಧಿಕಾರಿ ಅರ್ಚನಾ ಹೇಳಿದರು. — [383, 726, 470, 791]
chitradarshini-title: ಚಿತ್ರದರ್ಶಿನಿ — [221, 870, 265, 885]
program-body: ಕೋಲಾರ ತಾಲೂಕು ಮುದ್ದೇರಿಯ ಕೋದಂಡ ರಾಮದೇವರ ೬೭ನೇ ಬ್ರಹ್ಮರಥೋತ್ಸವ ಅಂಗವಾಗಿ ಇಂದು ಕಲ್ಯಾಣೋತ್ಸವ, ಗರುಡೋತ್ಸವ, ೧೩ರಂದು ಬೆಳಿಗ್ಗೆ ಮಧ್ಯಾಹ್ನ ೧೨-೩೦ ಘಂಟೆಗೆ ಬ್ರಹ್ಮರಥೋತ್ಸವ, ಗ್ರಾಮಸ್ಥರಿಂದ ಸಾರ್ವಜನಿಕ ಅನ್ನ ಸಂತರ್ಪಣೆ, ರಾತ್ರಿ ಕೋದಂಡರಾಮ ಸ್ವಾಮಿ ಮುತ್ತಿನ ಪಲ್ಲಕ್ಕಿ ಉತ್ಸವ, ವರದರಾಜಸ್ವಾಮಿ ಪಲ್ಲಕ್ಕಿ, ಕೀಲುಕುದುರೆ ಮತ್ತು ಸಂಜೆ ಮಾಜಿ ಸಚಿವ ವರ್ತೂರ್ ಪ್ರಕಾಶ್, ಸಮಾಜ ಸೇವಕ ಸಿಎಂಆರ್ ಶ್ರೀನಾಥ್‌ರಿಂದ ರಸ ಸಂಜೆ ಕಾರ್ಯಕ್ರಮ, ೧೩ರಂದು ಪಾರ್ವಾಟೋತ್ಸವ, ಸೋಮವಾರ ವಸಂತೋತ್ಸವ, ಉಯ್ಯಾಲೋತ್ಸವ, ಶಯನೋತ್ಸವ. ೧೫ರ ಮಂಗಳವಾರ ಬೆಳಿಗ್ಗೆ ಮಹಾ ಮಂಗಳಾರತಿ, ತೀರ್ಥ ಪ್ರಸಾದ ನೀಡಿಕೆ. — [200, 530, 286, 699]
paragraph: ಈಗಾಗಲೇ ಲಭ್ಯವಿದ್ದ ಶಾಸನ ಕುರಿತು ಹೆಚ್ಚಿನ ಸಂಶೋಧನೆಗೆ ಹೋದ ವೇಳೆ ಇಲ್ಲಿಯವರೆವಿಗೂ ಬೆಳಕಿಗೆ ಬಾರದ ಕನ್ನಡ ಮತ್ತು ತಮಿಳು ಭಾಷೆಯ ಶಾಸನಗಳು ಪತ್ತೆಯಾಗಿವೆ. ಇವು ವಿಜಯನಗರ ಅರಸರ ಕಾಲದ ಶಾಸನಗಳಾಗಿವೆ ಎಂದರು. — [387, 138, 496, 185]
movie-cast: ಶಿವರಾಜಕುಮಾರ್, ಅನು ಪ್ರಭಾಕರ್, ದೊಡ್ಡಣ್ಣ — [297, 921, 377, 939]
good-word-box — [100, 48, 278, 135]
program-body: ಮಾಲೂರಿನ ಧರ್ಮರಾಯಸ್ವಾಮಿ ದ್ರೌಪದಾಂಬ ಕರಗ ಶಕ್ತ್ಯುತ್ಸವದ ಅಂಗವಾಗಿ ಇಂದು ಮುಂಜಾನೆ ಹೂವಿನ ಕರಗ ಮಹೋತ್ಸವ, ನಾಳೆ ಸಂಜೆ ಕ್ಷೌರಿಕರ ಕುಟುಂಬಗಳಿಂದ ಸಾಂಸ್ಕೃತಿಕ ಕಾರ್ಯಕ್ರಮ, ವಸಂತೋತ್ಸವ, ಹುಲಿವೇಷ, ೧೩, ೧೪, ೧೫ ರಂದು ವಿವಿಧ ಕಲಾ ತಂಡಗಳಿಂದ ಉತ್ಸವ, ಗೊಂಬೆ ಕುಣಿತ, ವೀರಗಾಸೆ ಕಾರ್ಯಕ್ರಮಗಳು ನಡೆಯಲಿವೆ. — [100, 571, 192, 655]
movie-cast: ಧನಂಜಯ, ಅಮೃತಾ ರಮೇಶ್, ಇಂದಿರಾ — [302, 813, 372, 831]
channel-name: ಕಲರ್ಸ್ ಸೂಪರ್ — [314, 720, 360, 731]
mahila-headline — [383, 668, 661, 716]
channel-name: ಜೀ ಕನ್ನಡ ವಾಹಿನಿ — [313, 538, 361, 549]
movie-cast: ಯಶ್, ಶ್ರೀನಿಧಿ ಶೆಟ್ಟಿ — [315, 706, 359, 715]
paragraph: ಗೌರಿಬಿದನೂರು ಎ ೧೦– ಗಾನ ಗಾರುಡಿ ಕೀರ್ತಿಶೇಷ ಅಡಿ ಕಡಬಗೆರೆ ಮುನಿರಾಜು ಜಾನಪದ, ಭಾವಗೀತೆ, ಸುಗಮ ಸಂಗೀತ, ಚಲನಚಿತ್ರಗೀತೆಗಳ ಗಾಯನದ ರಸದೌತಣವನ್ನು ಡಾ। ಎಚ್ಚಿನ್ ಕಲಾ ಮಂದಿರದಲ್ಲಿ ನೀಡಿದರು. — [383, 1108, 563, 1135]
